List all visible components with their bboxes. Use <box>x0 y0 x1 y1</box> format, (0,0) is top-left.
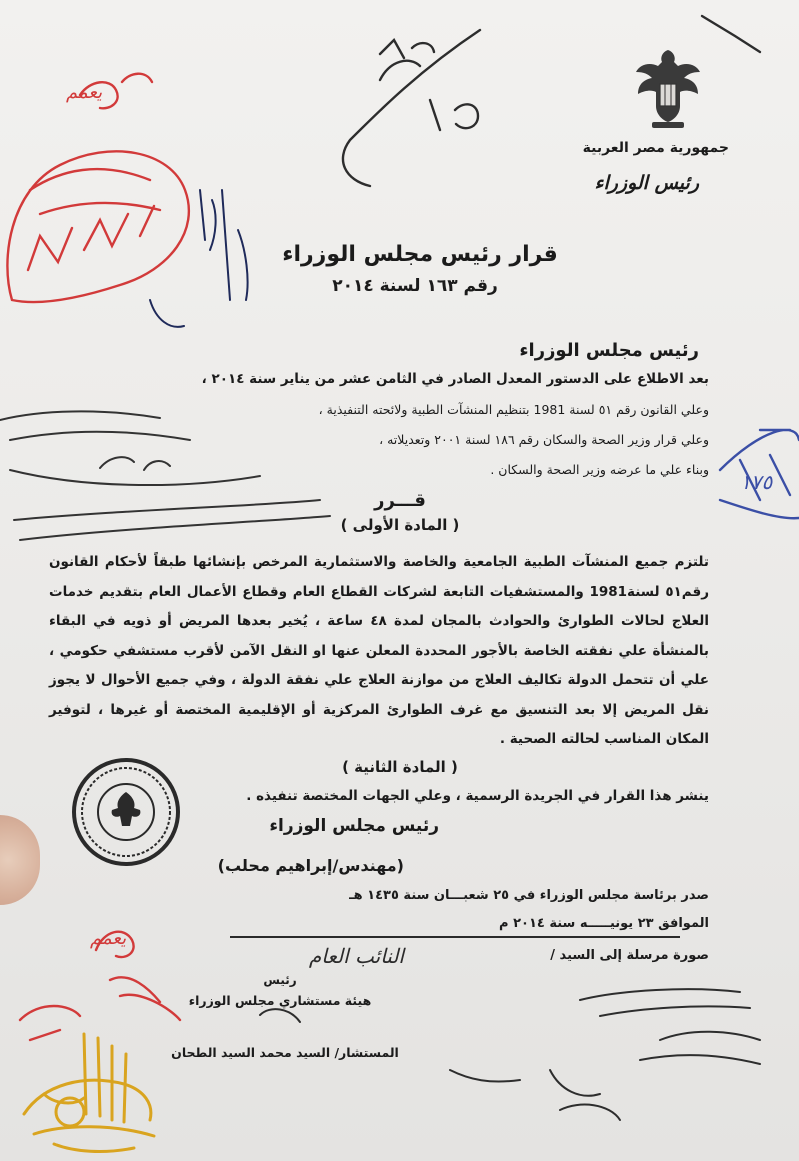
council-name: هيئة مستشاري مجلس الوزراء <box>188 993 372 1008</box>
photographer-thumb <box>0 815 40 905</box>
decree-number: رقم ١٦٣ لسنة ٢٠١٤ <box>332 276 498 296</box>
official-seal-stamp <box>70 756 182 868</box>
article-1-text: تلتزم جميع المنشآت الطبية الجامعية والخاصة والاستثمارية المرخص بإنشائها طبقاً لأحكام القانون رقم٥١ لسنة1981 والمستشفيات التابعة لشركات القطاع العام وقطاع الأعمال العام بتقديم خدمات العلاج لحالات الطوارئ والحوادث بالمجان لمدة ٤٨ ساعة ، يُخير بعدها المريض أو ذويه في البقاء بالمنشأة علي نفقته الخاصة بالأجور المحددة المعلن عنها او النقل الآمن لأقرب مستشفي حكومي ، علي أن تتحمل الدولة تكاليف العلاج من موازنة العلاج علي نفقة الدولة ، وفي جميع الأحوال لا يجوز نقل المريض إلا بعد التنسيق مع غرف الطوارئ المركزية أو الإقليمية المختصة أو غيرها ، لتوفير المكان المناسب لحالته الصحية . <box>49 554 709 747</box>
preamble-line-3: وعلي قرار وزير الصحة والسكان رقم ١٨٦ لسنة ٢٠٠١ وتعديلاته ، <box>379 432 709 447</box>
decided-heading: قـــرر <box>374 490 426 511</box>
divider-rule <box>230 936 680 938</box>
signature-name: (مهندس/إبراهيم محلب) <box>217 856 404 875</box>
article-2-text: ينشر هذا القرار في الجريدة الرسمية ، وعلي الجهات المختصة تنفيذه . <box>246 788 709 804</box>
issued-line: صدر برئاسة مجلس الوزراء في ٢٥ شعبـــان سنة ١٤٣٥ هـ <box>349 888 709 903</box>
egypt-eagle-emblem-icon <box>632 44 704 130</box>
preamble-line-1: بعد الاطلاع على الدستور المعدل الصادر في الثامن عشر من يناير سنة ٢٠١٤ ، <box>201 371 709 387</box>
copy-recipient-handwritten: النائب العام <box>308 944 404 968</box>
article-1-title: ( المادة الأولى ) <box>340 516 460 534</box>
blue-annotation-right: ١٧٥ <box>740 470 773 494</box>
preamble-line-2: وعلي القانون رقم ٥١ لسنة 1981 بتنظيم المنشآت الطبية ولائحته التنفيذية ، <box>318 402 709 417</box>
copy-line: صورة مرسلة إلى السيد / <box>550 948 709 963</box>
issuer-heading: رئيس مجلس الوزراء <box>519 340 699 361</box>
letterhead-country: جمهورية مصر العربية <box>582 140 729 156</box>
counselor-name: المستشار/ السيد محمد السيد الطحان <box>171 1045 399 1060</box>
preamble-line-4: وبناء علي ما عرضه وزير الصحة والسكان . <box>490 462 709 477</box>
red-annotation-bottom: يعمم <box>90 928 127 949</box>
calligraphy-watermark-logo <box>14 1024 164 1158</box>
signature-title: رئيس مجلس الوزراء <box>269 816 439 836</box>
article-2-title: ( المادة الثانية ) <box>342 758 458 776</box>
council-chief-label: رئيس <box>263 973 297 987</box>
decree-title: قرار رئيس مجلس الوزراء <box>282 242 558 267</box>
red-annotation-top: يعمم <box>66 82 103 103</box>
letterhead-office: رئيس الوزراء <box>594 172 699 194</box>
agreed-line: الموافق ٢٣ يونيـــــه سنة ٢٠١٤ م <box>499 916 709 931</box>
